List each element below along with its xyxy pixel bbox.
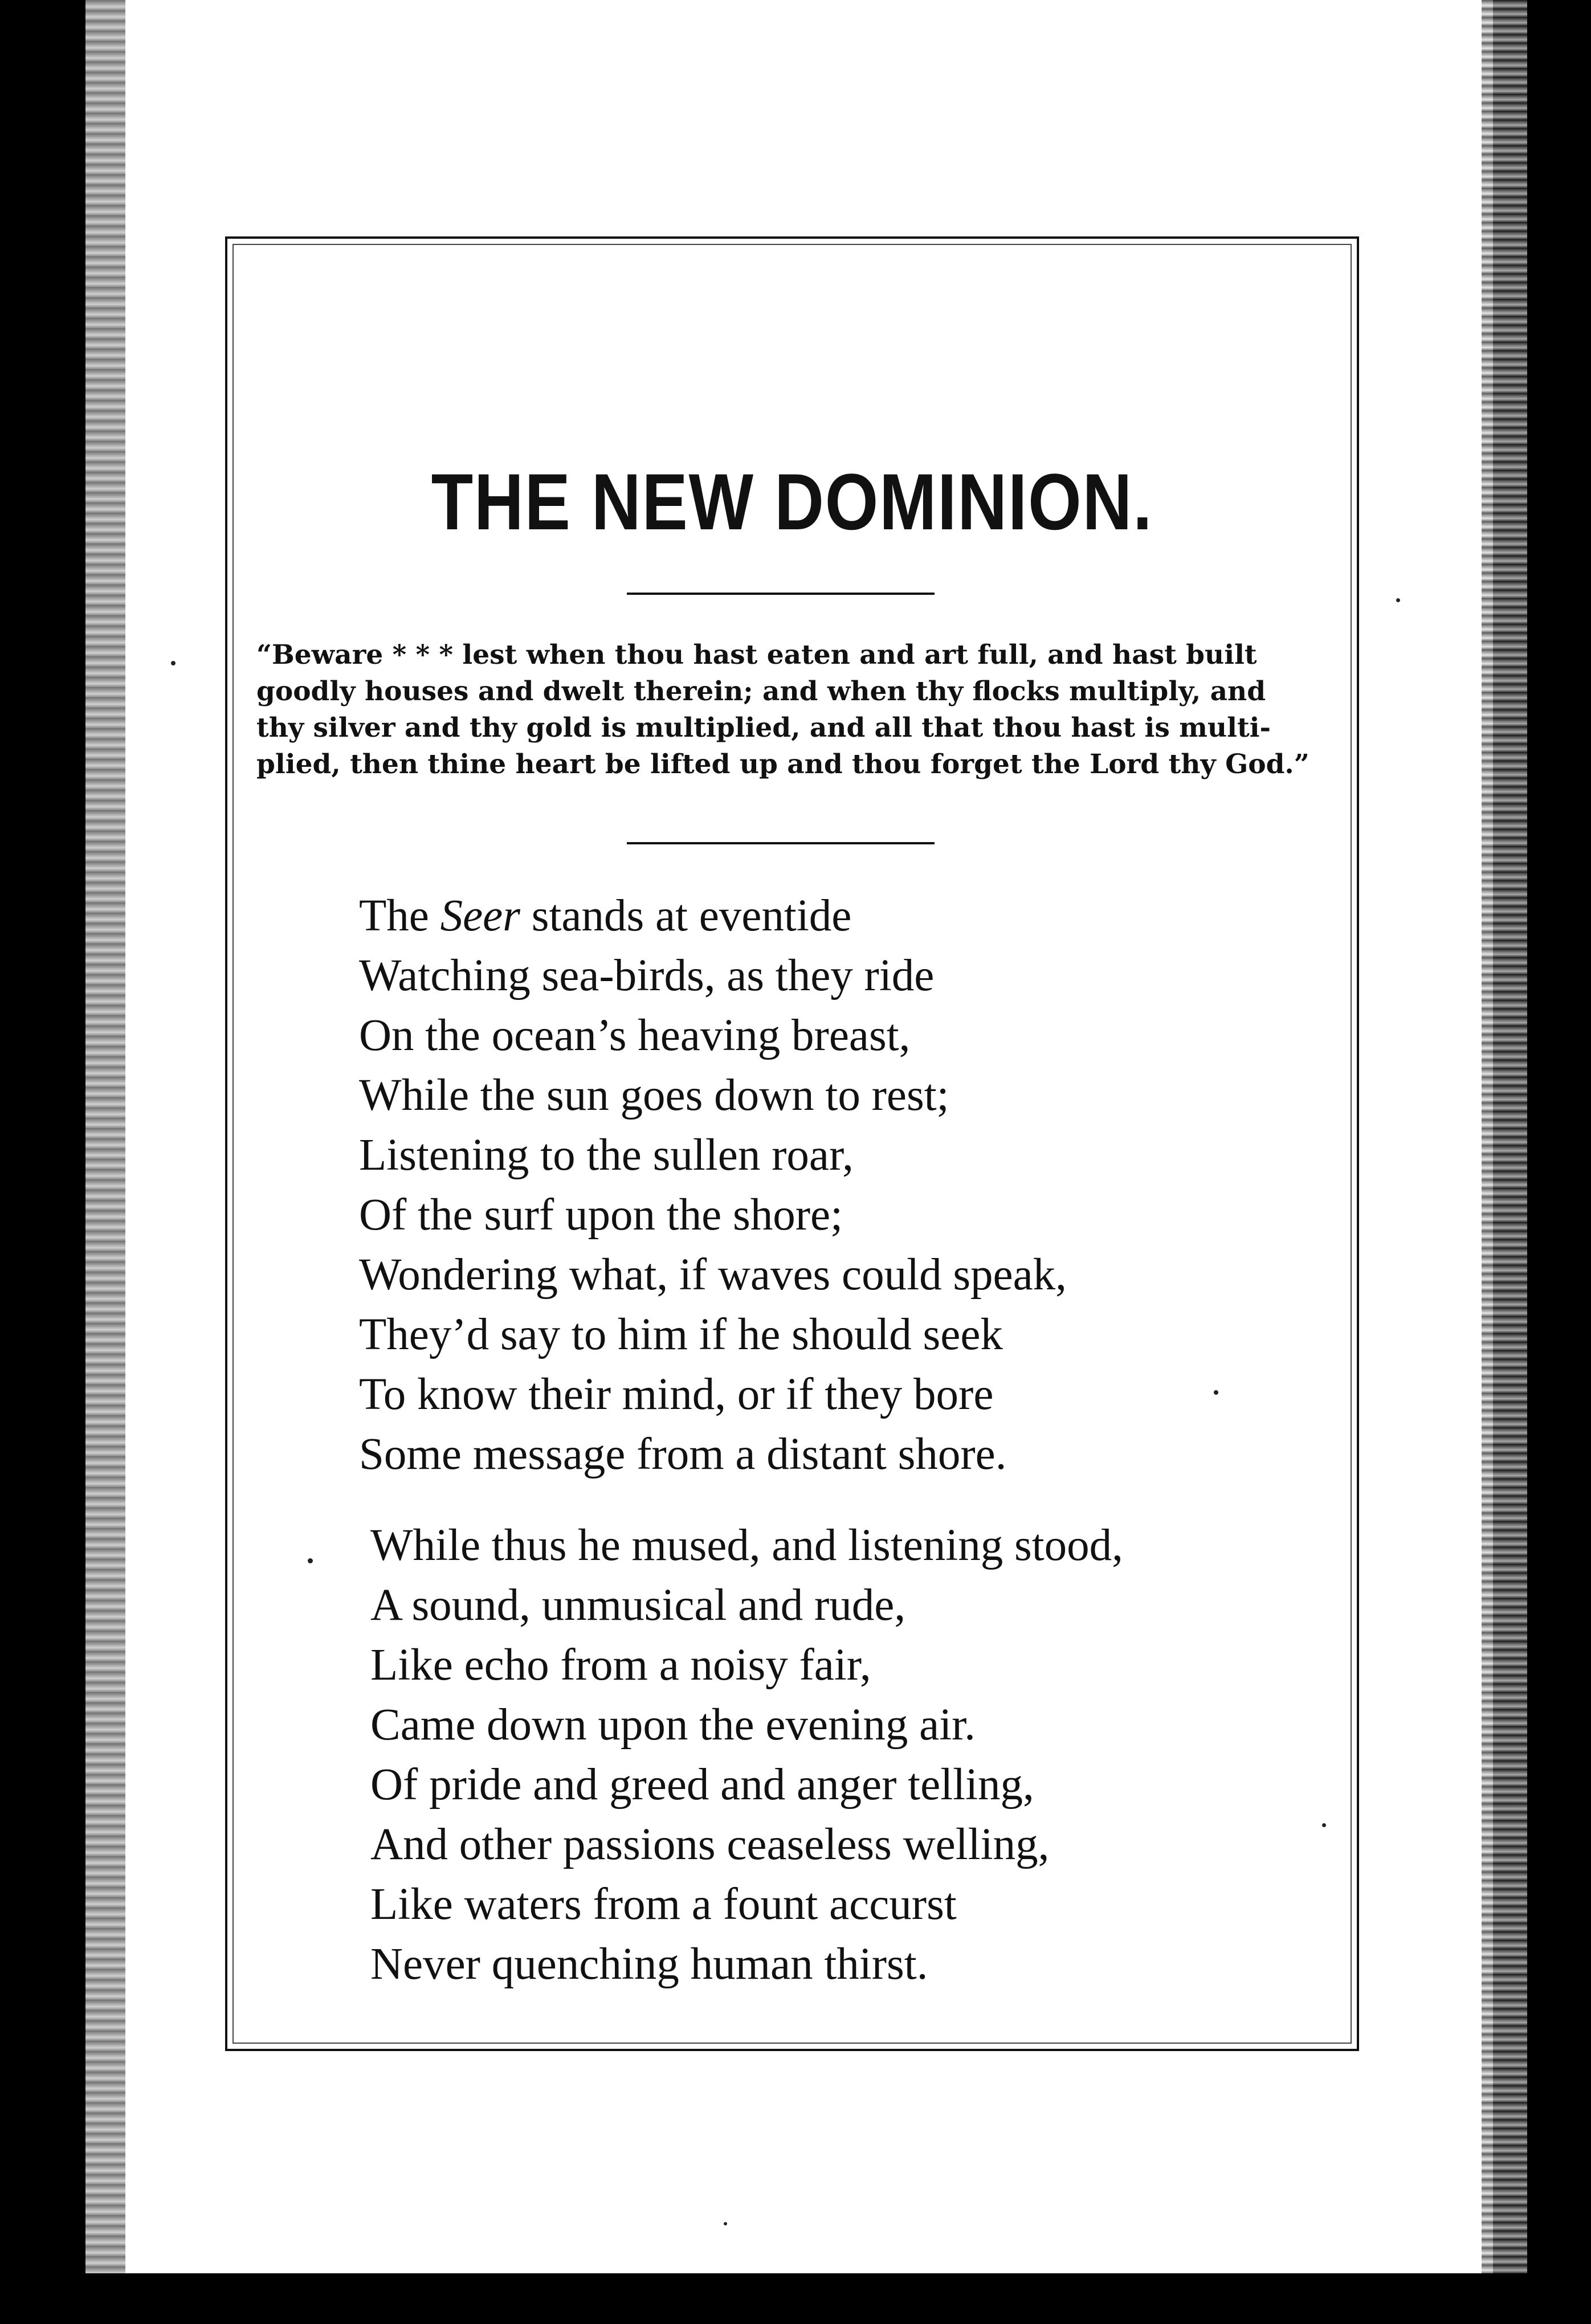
- epigraph-line: thy silver and thy gold is multiplied, and all that thou hast is multi-: [256, 712, 1271, 744]
- poem-line: While the sun goes down to rest;: [359, 1071, 949, 1120]
- poem-title: THE NEW DOMINION.: [431, 457, 1153, 546]
- scan-speck: [724, 2222, 727, 2225]
- epigraph-line: plied, then thine heart be lifted up and thou forget the Lord thy God.”: [256, 749, 1309, 780]
- poem-line: Never quenching human thirst.: [370, 1939, 928, 1989]
- poem-line: To know their mind, or if they bore: [359, 1370, 994, 1419]
- poem-line: Like echo from a noisy fair,: [370, 1640, 871, 1690]
- poem-line: Listening to the sullen roar,: [359, 1130, 854, 1180]
- epigraph-line: “Beware * * * lest when thou hast eaten and art full, and hast built: [256, 639, 1257, 671]
- poem-line: They’d say to him if he should seek: [359, 1310, 1003, 1359]
- poem-line: On the ocean’s heaving breast,: [359, 1011, 911, 1060]
- stanza-2: [370, 1516, 1123, 1994]
- poem-line: While thus he mused, and listening stood,: [370, 1521, 1123, 1570]
- poem-line: Wondering what, if waves could speak,: [359, 1250, 1067, 1300]
- scan-speck: [1214, 1390, 1218, 1395]
- left-binding-edge: [85, 0, 125, 2279]
- poem-line: A sound, unmusical and rude,: [370, 1580, 906, 1630]
- scan-speck: [171, 661, 176, 665]
- poem-line: Like waters from a fount accurst: [370, 1880, 957, 1929]
- title-divider: [627, 593, 935, 595]
- poem-line-text: The: [359, 891, 440, 941]
- poem-line: Watching sea-birds, as they ride: [359, 951, 935, 1000]
- right-page-edge: [1482, 0, 1527, 2324]
- epigraph-line: goodly houses and dwelt therein; and when thy flocks multiply, and: [256, 676, 1266, 707]
- epigraph-divider: [627, 842, 935, 844]
- epigraph: [256, 637, 1328, 783]
- poem-line: [359, 886, 1067, 946]
- poem-line: Of the surf upon the shore;: [359, 1190, 843, 1240]
- poem-line: Of pride and greed and anger telling,: [370, 1760, 1034, 1810]
- poem-line-text: stands at eventide: [520, 891, 852, 941]
- poem-line: Some message from a distant shore.: [359, 1429, 1007, 1479]
- stanza-1: [359, 886, 1067, 1484]
- poem-line: And other passions ceaseless welling,: [370, 1820, 1050, 1869]
- bottom-scan-edge: [0, 2273, 1591, 2324]
- scan-speck: [1322, 1823, 1326, 1827]
- poem-line-italic-seer: Seer: [440, 891, 520, 941]
- scan-speck: [308, 1558, 313, 1563]
- poem-line: Came down upon the evening air.: [370, 1700, 976, 1750]
- scan-speck: [1396, 598, 1400, 602]
